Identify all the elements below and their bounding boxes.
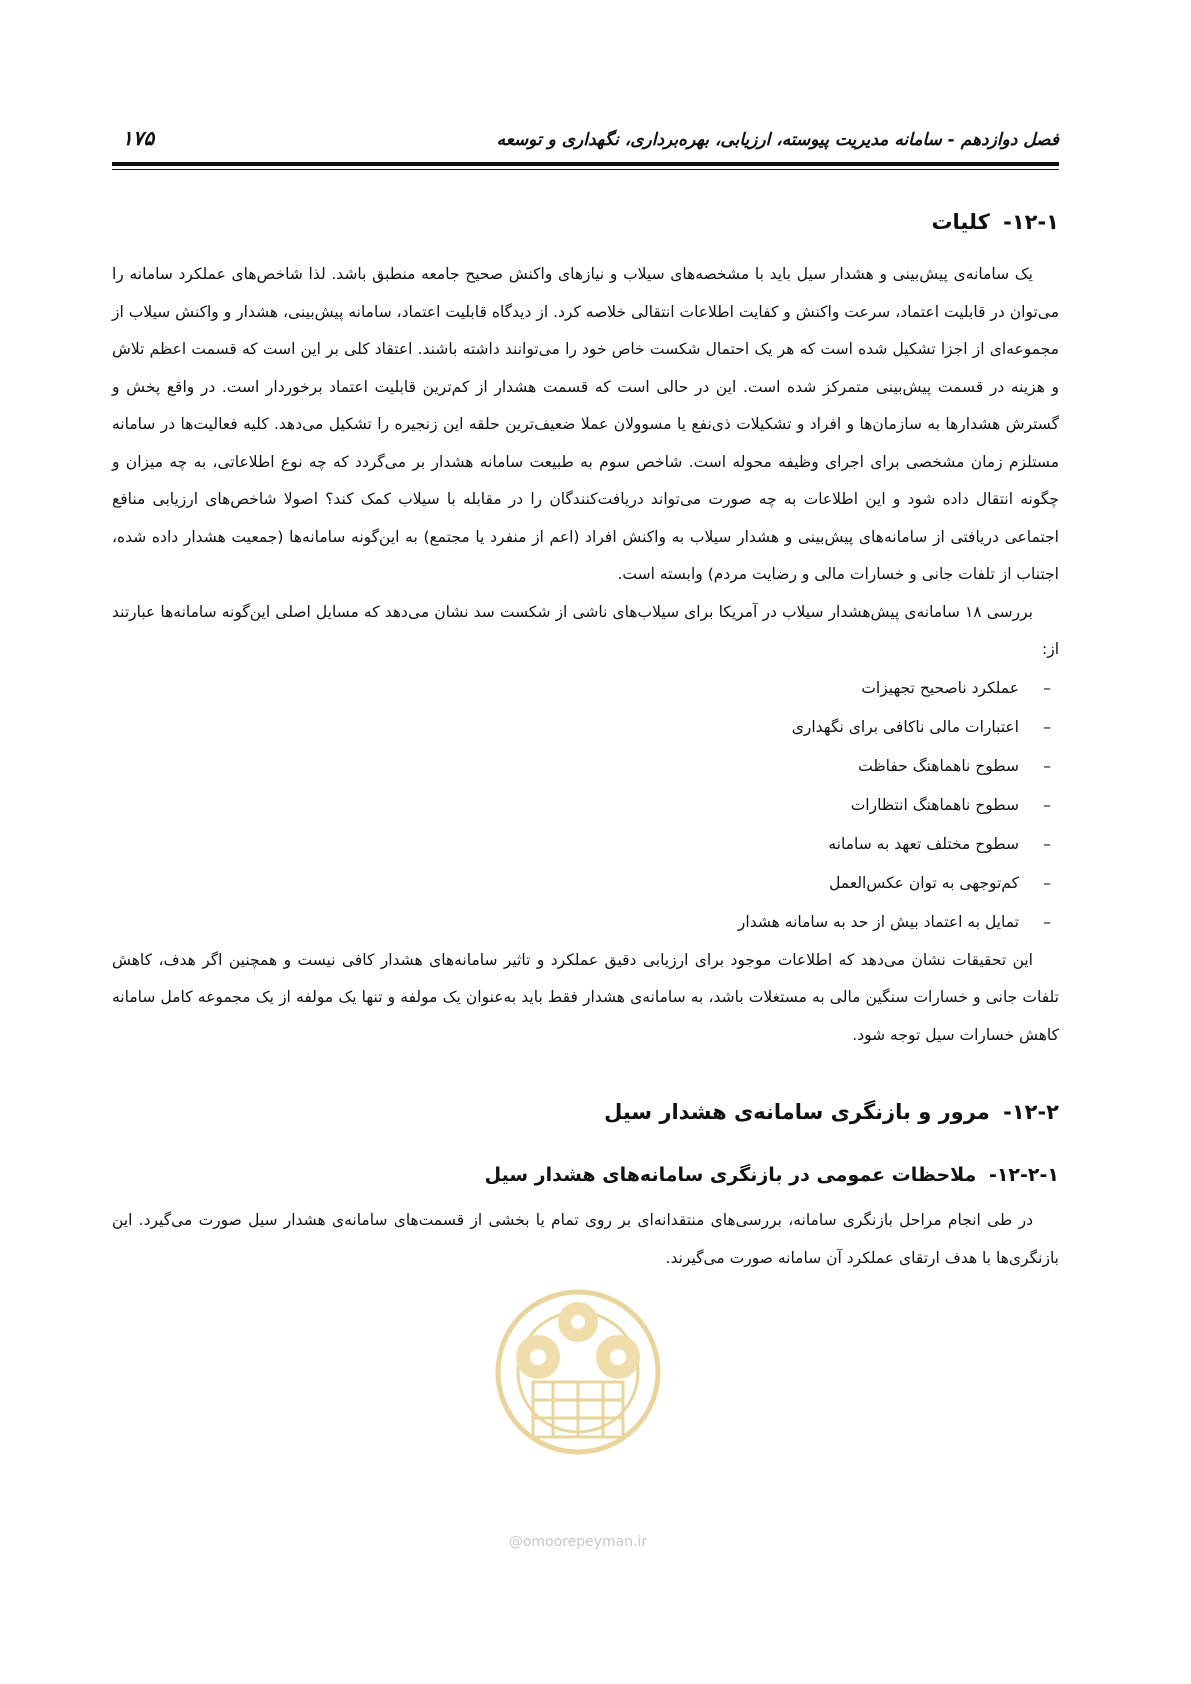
watermark bbox=[478, 1262, 678, 1562]
list-item: –عملکرد ناصحیح تجهیزات bbox=[112, 669, 1051, 708]
running-header bbox=[112, 126, 1059, 154]
paragraph-review: در طی انجام مراحل بازنگری سامانه، بررسی‌های منتقدانه‌ای بر روی تمام یا بخشی از قسمت‌های سامانه‌ی هشدار سیل صورت می‌گیرد. این بازنگری‌ها با هدف ارتقای عملکرد آن سامانه صورت می‌گیرند. bbox=[112, 1211, 1059, 1267]
subsection-heading bbox=[112, 1164, 1059, 1186]
header-rule-thin bbox=[112, 169, 1059, 170]
list-marker: – bbox=[1043, 834, 1051, 853]
section-number: ۱۲-۲- bbox=[1003, 1100, 1059, 1124]
list-marker: – bbox=[1043, 717, 1051, 736]
paragraph-conclusion: این تحقیقات نشان می‌دهد که اطلاعات موجود برای ارزیابی دقیق عملکرد و تاثیر سامانه‌های هشدار کافی نیست و همچنین اگر هدف، کاهش تلفات جانی و خسارات سنگین مالی به مستغلات باشد، به سامانه‌ی هشدار فقط باید به‌عنوان یک مولفه و تنها یک مولفه از یک مجموعه کامل سامانه کاهش خسارات سیل توجه شود. bbox=[112, 950, 1059, 1044]
paragraph-survey: بررسی ۱۸ سامانه‌ی پیش‌هشدار سیلاب در آمریکا برای سیلاب‌های ناشی از شکست سد نشان می‌دهد که مسایل اصلی این‌گونه سامانه‌ها عبارتند از: bbox=[112, 602, 1059, 658]
watermark-url: @omoorepeyman.ir bbox=[508, 1534, 648, 1550]
section-heading-1 bbox=[112, 210, 1059, 234]
section-title: مرور و بازنگری سامانه‌ی هشدار سیل bbox=[604, 1100, 990, 1124]
list-item: –سطوح مختلف تعهد به سامانه bbox=[112, 825, 1051, 864]
problems-list bbox=[112, 669, 1059, 942]
page-body bbox=[112, 210, 1059, 1277]
subsection-number: ۱۲-۲-۱- bbox=[988, 1164, 1059, 1186]
page-number: ۱۷۵ bbox=[122, 126, 155, 150]
list-item: –سطوح ناهماهنگ حفاظت bbox=[112, 747, 1051, 786]
list-item: –سطوح ناهماهنگ انتظارات bbox=[112, 786, 1051, 825]
list-marker: – bbox=[1043, 756, 1051, 775]
list-item: –تمایل به اعتماد بیش از حد به سامانه هشدار bbox=[112, 903, 1051, 942]
section-title: کلیات bbox=[931, 210, 990, 234]
header-rule-thick bbox=[112, 162, 1059, 166]
paragraph-overview: یک سامانه‌ی پیش‌بینی و هشدار سیل باید با مشخصه‌های سیلاب و نیازهای واکنش صحیح جامعه منطبق باشد. لذا شاخص‌های عملکرد سامانه را می‌توان در قابلیت اعتماد، سرعت واکنش و کفایت اطلاعات انتقالی خلاصه کرد. از دیدگاه قابلیت اعتماد، سامانه پیش‌بینی، هشدار و واکنش سیلاب از مجموعه‌ای از اجزا تشکیل شده است که هر یک احتمال شکست خاص خود را می‌توانند داشته باشند. اعتقاد کلی بر این است که قسمت اعظم تلاش و هزینه در قسمت پیش‌بینی متمرکز شده است. این در حالی است که قسمت هشدار از کم‌ترین قابلیت اعتماد برخوردار است. در واقع پخش و گسترش هشدارها به سازمان‌ها و افراد و تشکیلات ذی‌نفع یا مسوولان عملا ضعیف‌ترین حلقه این زنجیره را تشکیل می‌دهد. کلیه فعالیت‌ها در سامانه مستلزم زمان مشخصی برای اجرای وظیفه محوله است. شاخص سوم به طبیعت سامانه هشدار بر می‌گردد که چه نوع اطلاعاتی، به چه میزان و چگونه انتقال داده شود و این اطلاعات به چه صورت می‌تواند دریافت‌کنندگان را در مقابله با سیلاب کمک کند؟ اصولا شاخص‌های ارزیابی منافع اجتماعی دریافتی از سامانه‌های پیش‌بینی و هشدار سیلاب به واکنش افراد (اعم از منفرد یا مجتمع) به این‌گونه سامانه‌ها (جمعیت هشدار داده شده، اجتناب از تلفات جانی و خسارات مالی و رضایت مردم) وابسته است. bbox=[112, 265, 1059, 583]
section-number: ۱۲-۱- bbox=[1003, 210, 1059, 234]
gear-seal-icon bbox=[478, 1262, 678, 1532]
subsection-title: ملاحظات عمومی در بازنگری سامانه‌های هشدار سیل bbox=[484, 1164, 977, 1186]
list-marker: – bbox=[1043, 678, 1051, 697]
list-marker: – bbox=[1043, 873, 1051, 892]
list-marker: – bbox=[1043, 912, 1051, 931]
list-item: –کم‌توجهی به توان عکس‌العمل bbox=[112, 864, 1051, 903]
list-item: –اعتبارات مالی ناکافی برای نگهداری bbox=[112, 708, 1051, 747]
chapter-title: فصل دوازدهم - سامانه مدیریت پیوسته، ارزیابی، بهره‌برداری، نگهداری و توسعه bbox=[496, 130, 1059, 150]
list-marker: – bbox=[1043, 795, 1051, 814]
section-heading-2 bbox=[112, 1100, 1059, 1124]
